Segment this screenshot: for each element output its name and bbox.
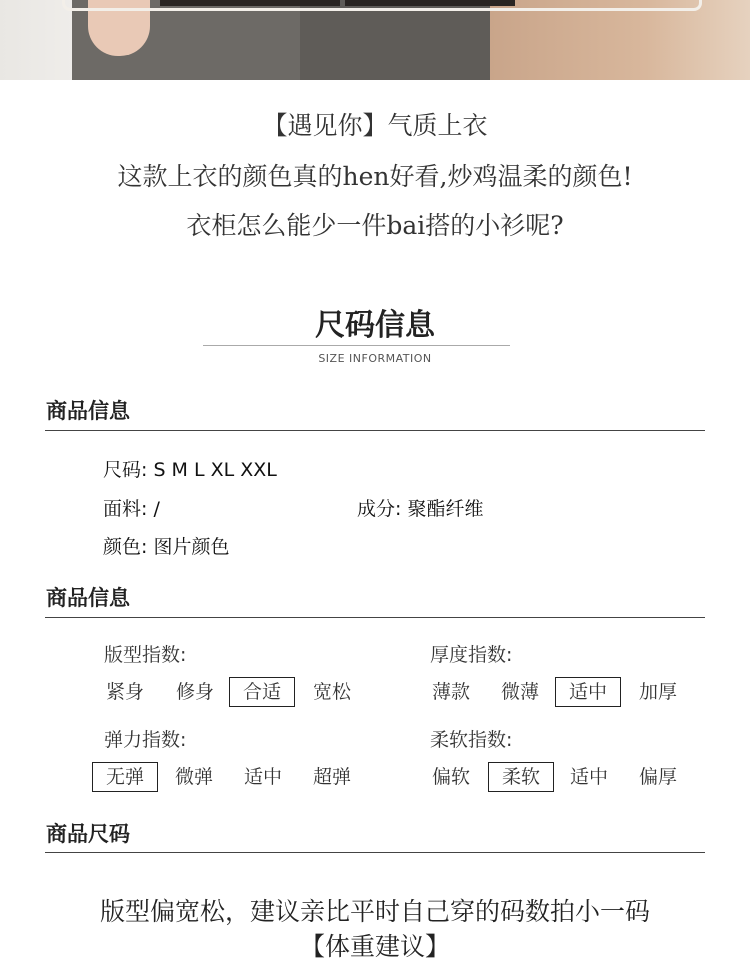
intro-line-1: 【遇见你】气质上衣: [262, 111, 488, 140]
fabric-value: /: [153, 498, 160, 520]
photo-skirt-shadow: [300, 0, 490, 80]
intro-line-3: 衣柜怎么能少一件bai搭的小衫呢?: [186, 211, 564, 240]
thickness-option-2-selected: 适中: [555, 677, 621, 707]
composition-row: [357, 494, 483, 521]
composition-value: 聚酯纤维: [407, 498, 484, 520]
fit-option-2-selected: 合适: [229, 677, 295, 707]
fit-index-label: 版型指数:: [104, 644, 187, 666]
elasticity-option-1: 微弹: [174, 766, 213, 788]
elasticity-option-2: 适中: [243, 766, 282, 788]
softness-option-2: 适中: [569, 766, 608, 788]
fabric-row: [103, 494, 160, 521]
thickness-option-3: 加厚: [638, 681, 677, 703]
photo-frame: [62, 0, 702, 11]
size-advice-text: 版型偏宽松，建议亲比平时自己穿的码数拍小一码: [99, 897, 650, 926]
fit-option-1: 修身: [175, 681, 214, 703]
size-row: [103, 455, 277, 482]
fit-option-3: 宽松: [312, 681, 351, 703]
elasticity-option-3: 超弹: [312, 766, 351, 788]
section-divider: [45, 430, 705, 431]
softness-option-1-selected: 柔软: [488, 762, 554, 792]
section-divider: [45, 617, 705, 618]
photo-background: [490, 0, 750, 80]
fit-option-0: 紧身: [105, 681, 144, 703]
elasticity-index-label: 弹力指数:: [104, 729, 187, 751]
section-product-info-heading: 商品信息: [46, 399, 130, 423]
size-label: 尺码:: [103, 459, 148, 481]
size-info-title: 尺码信息: [315, 308, 435, 343]
section-size-heading: 商品尺码: [46, 822, 130, 846]
product-photo: [0, 0, 750, 80]
section-divider: [45, 852, 705, 853]
elasticity-option-0-selected: 无弹: [92, 762, 158, 792]
softness-option-3: 偏厚: [638, 766, 677, 788]
thickness-index-label: 厚度指数:: [430, 644, 513, 666]
size-info-subtitle: SIZE INFORMATION: [318, 352, 432, 365]
color-row: [103, 532, 229, 559]
color-value: 图片颜色: [153, 536, 230, 558]
softness-option-0: 偏软: [431, 766, 470, 788]
composition-label: 成分:: [357, 498, 402, 520]
fabric-label: 面料:: [103, 498, 148, 520]
color-label: 颜色:: [103, 536, 148, 558]
thickness-option-0: 薄款: [431, 681, 470, 703]
thickness-option-1: 微薄: [500, 681, 539, 703]
softness-index-label: 柔软指数:: [430, 729, 513, 751]
title-divider: [203, 345, 510, 346]
size-value: S M L XL XXL: [153, 459, 277, 481]
intro-line-2: 这款上衣的颜色真的hen好看,炒鸡温柔的颜色!: [117, 162, 633, 191]
section-product-index-heading: 商品信息: [46, 586, 130, 610]
weight-advice-heading: 【体重建议】: [299, 932, 450, 961]
